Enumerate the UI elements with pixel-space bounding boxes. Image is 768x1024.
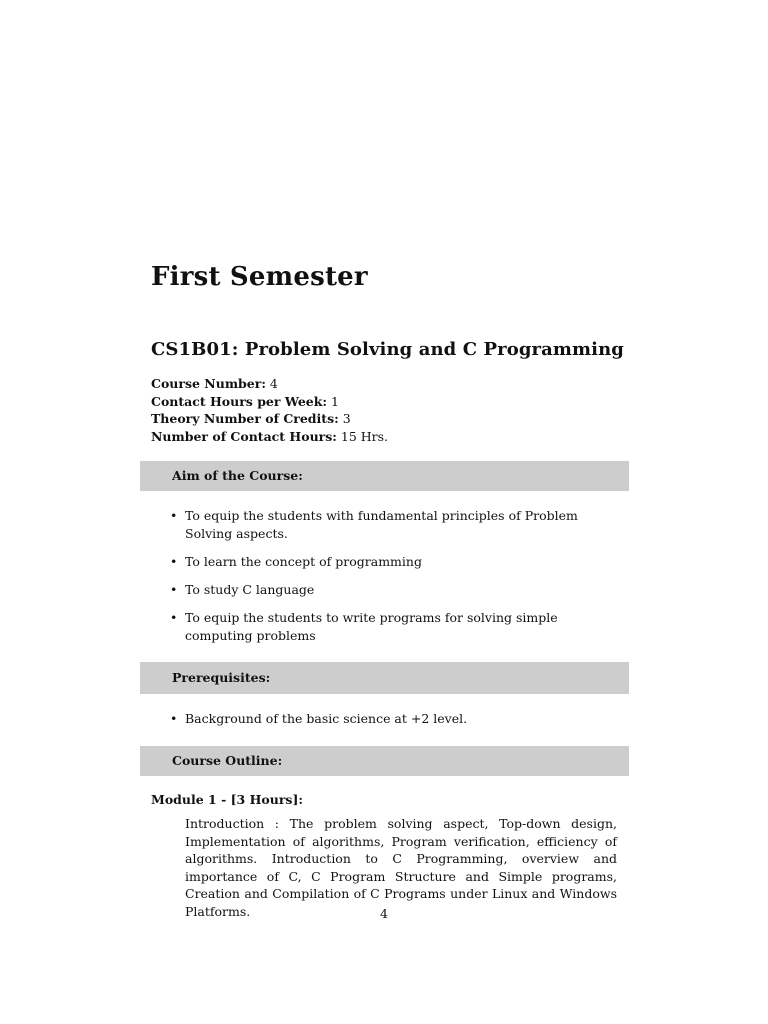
info-label: Contact Hours per Week: [151, 393, 328, 409]
info-contact-hours-total [151, 428, 388, 446]
course-info [151, 375, 388, 445]
section-heading-prerequisites: Prerequisites: [140, 662, 629, 694]
list-item: • To study C language [185, 581, 621, 599]
list-item: • To equip the students to write programs for solving simple computing problems [185, 609, 621, 645]
list-item: • Background of the basic science at +2 level. [185, 710, 621, 728]
info-value: 3 [342, 411, 351, 426]
info-credits [151, 410, 388, 428]
chapter-title: First Semester [151, 262, 368, 292]
prerequisites-list [185, 710, 621, 738]
info-label: Number of Contact Hours: [151, 428, 337, 444]
module-1-title: Module 1 - [3 Hours]: [151, 792, 303, 807]
module-1-text: Introduction : The problem solving aspect, Top-down design, Implementation of algorithms, Program verification, efficiency of algorithms. Introduction to C Programming, overview and importance of C, C Program Structure and Simple programs, Creation and Compilation of C Programs under Linux and Windows Platforms. [185, 816, 617, 919]
list-item: • To learn the concept of programming [185, 553, 621, 571]
course-title: CS1B01: Problem Solving and C Programming [151, 339, 624, 360]
list-item: • To equip the students with fundamental principles of Problem Solving aspects. [185, 507, 621, 543]
info-course-number [151, 375, 388, 393]
info-value: 15 Hrs. [340, 428, 389, 444]
info-value: 1 [331, 393, 339, 409]
info-value: 4 [269, 376, 278, 391]
aim-list [185, 507, 621, 655]
info-label: Course Number: [151, 376, 266, 391]
section-heading-aim: Aim of the Course: [140, 461, 629, 491]
info-contact-hours-week [151, 393, 388, 411]
page-number: 4 [380, 906, 388, 921]
section-heading-outline: Course Outline: [140, 746, 629, 776]
info-label: Theory Number of Credits: [151, 411, 339, 426]
